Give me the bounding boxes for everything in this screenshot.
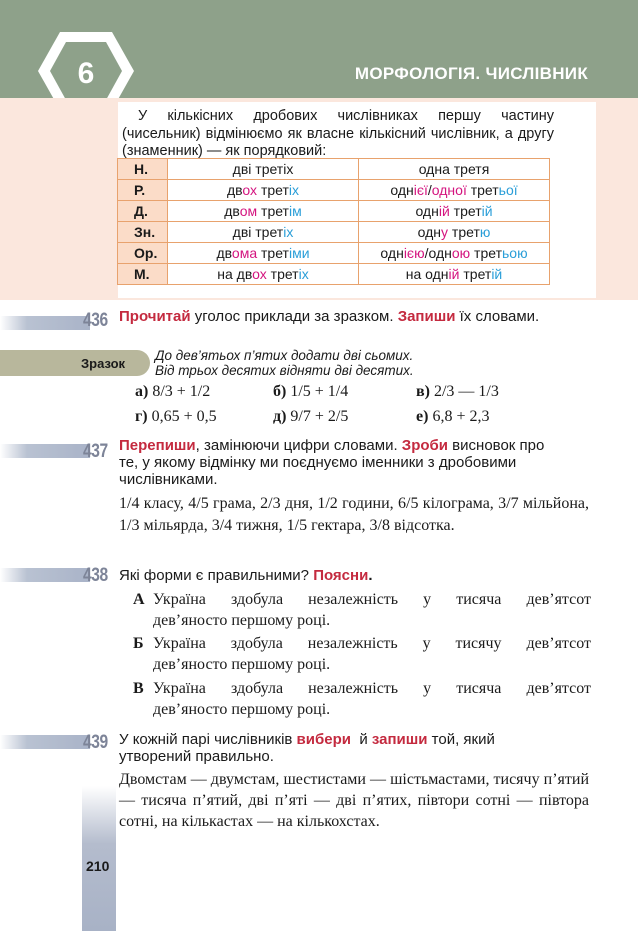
- form-two-thirds: двом третім: [168, 201, 359, 222]
- exercise-437-task: Перепиши, замінюючи цифри словами. Зроби висновок про те, у якому відмінку ми поєднуємо іменники з дробовими числівниками.: [119, 437, 545, 488]
- declension-row: [118, 201, 550, 222]
- task-verb: запиши: [371, 731, 428, 748]
- task-verb: вибери: [296, 731, 351, 748]
- form-two-thirds: дві третіх: [168, 159, 359, 180]
- declension-row: [118, 243, 550, 264]
- declension-row: [118, 222, 550, 243]
- exercise-439-body: Двомстам — двумстам, шестистами — шістьмастами, тисячу п’ятий — тисяча п’ятий, дві п’яті — дві п’ятих, півтори сотні — півтора сотні, на кількастах — на кількохстах.: [119, 771, 589, 830]
- exercise-bar: [0, 316, 90, 330]
- task-verb: Запиши: [397, 308, 456, 325]
- task-verb: Перепиши: [119, 437, 196, 454]
- exercise-number: 436: [83, 310, 108, 331]
- case-label: Н.: [118, 159, 168, 180]
- form-two-thirds: двома третіми: [168, 243, 359, 264]
- exercise-436-task: Прочитай уголос приклади за зразком. Запиши їх словами.: [119, 308, 540, 325]
- expression-item: а) 8/3 + 1/2: [135, 383, 211, 400]
- form-two-thirds: дві третіх: [168, 222, 359, 243]
- chapter-number: 6: [77, 57, 95, 90]
- form-two-thirds: двох третіх: [168, 180, 359, 201]
- case-label: Р.: [118, 180, 168, 201]
- case-label: Зн.: [118, 222, 168, 243]
- exercise-438-task: Які форми є правильними? Поясни.: [119, 567, 373, 584]
- task-verb: Зроби: [401, 437, 449, 454]
- answer-option: В Україна здобула незалежність у тисяча дев’ятсот дев’яносто першому році.: [133, 680, 591, 718]
- expression-item: д) 9/7 + 2/5: [273, 408, 349, 425]
- page-number: 210: [86, 858, 110, 874]
- case-label: М.: [118, 264, 168, 285]
- task-verb: Поясни: [313, 567, 369, 584]
- answer-option: Б Україна здобула незалежність у тисячу дев’ятсот дев’яносто першому році.: [133, 635, 591, 673]
- declension-row: [118, 159, 550, 180]
- declension-table: [117, 158, 550, 285]
- sample-text: До дев’ятьох п’ятих додати дві сьомих. Від трьох десятих відняти дві десятих.: [155, 348, 414, 378]
- task-verb: Прочитай: [119, 308, 191, 325]
- form-one-third: одна третя: [359, 159, 550, 180]
- form-one-third: на одній третій: [359, 264, 550, 285]
- exercise-number: 439: [83, 732, 108, 753]
- expression-item: б) 1/5 + 1/4: [273, 383, 349, 400]
- sample-tab: [0, 350, 150, 376]
- chapter-title: МОРФОЛОГІЯ. ЧИСЛІВНИК: [354, 64, 588, 83]
- exercise-bar: [0, 444, 90, 458]
- sample-label: Зразок: [81, 356, 126, 371]
- exercise-439-task: У кожній парі числівників вибери й запиши той, який утворений правильно.: [119, 731, 495, 765]
- expression-item: в) 2/3 — 1/3: [416, 383, 499, 400]
- answer-option: А Україна здобула незалежність у тисяча дев’ятсот дев’яносто першому році.: [133, 591, 591, 629]
- exercise-437-body: 1/4 класу, 4/5 грама, 2/3 дня, 1/2 години, 6/5 кілограма, 3/7 мільйона, 1/3 мільярда, 3/4 тижня, 1/5 гектара, 3/8 відсотка.: [119, 495, 589, 534]
- case-label: Ор.: [118, 243, 168, 264]
- exercise-bar: [0, 568, 90, 582]
- form-one-third: одну третю: [359, 222, 550, 243]
- form-two-thirds: на двох третіх: [168, 264, 359, 285]
- expression-item: г) 0,65 + 0,5: [135, 408, 217, 425]
- case-label: Д.: [118, 201, 168, 222]
- exercise-bar: [0, 735, 90, 749]
- declension-row: [118, 264, 550, 285]
- form-one-third: одній третій: [359, 201, 550, 222]
- form-one-third: однієї/одної третьої: [359, 180, 550, 201]
- rule-text: У кількісних дробових числівниках першу частину (чисельник) відмінюємо як власне кількісний числівник, а другу (знаменник) — як порядковий:: [122, 108, 554, 159]
- form-one-third: однією/одною третьою: [359, 243, 550, 264]
- exercise-number: 437: [83, 441, 108, 462]
- expression-item: е) 6,8 + 2,3: [416, 408, 490, 425]
- exercise-number: 438: [83, 565, 108, 586]
- declension-row: [118, 180, 550, 201]
